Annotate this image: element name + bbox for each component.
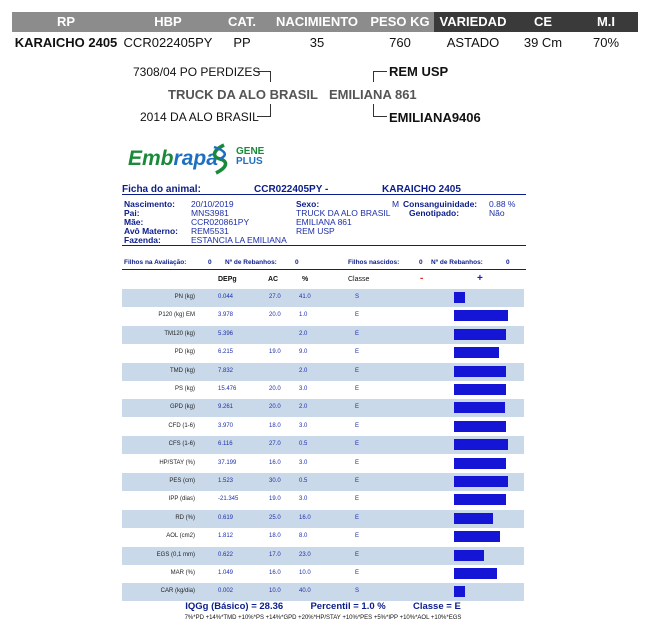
col-variedad: VARIEDAD <box>434 12 512 32</box>
sexo-value: M <box>392 199 400 209</box>
trait-row <box>122 547 524 565</box>
fazenda-label: Fazenda: <box>124 235 161 245</box>
pedigree-line <box>373 104 374 116</box>
trait-ac: 25.0 <box>269 514 281 521</box>
trait-percent: 1.0 <box>299 312 308 319</box>
pai-name: TRUCK DA ALO BRASIL <box>296 208 391 218</box>
value-ce: 39 Cm <box>523 35 563 50</box>
mae-label: Mãe: <box>124 217 144 227</box>
divider <box>122 245 526 246</box>
trait-bar <box>454 292 465 303</box>
trait-ac: 10.0 <box>269 588 281 595</box>
card-title-label: Ficha do animal: <box>122 184 201 195</box>
trait-row <box>122 418 524 436</box>
avo-value: REM5531 <box>191 226 229 236</box>
trait-bar <box>454 366 506 377</box>
filhos-nasc-label: Filhos nascidos: <box>348 259 400 266</box>
trait-row <box>122 510 524 528</box>
trait-bar <box>454 329 506 340</box>
trait-name: IPP (dias) <box>168 496 195 503</box>
trait-depg: -21.345 <box>218 496 239 503</box>
trait-depg: 0.044 <box>218 294 234 300</box>
trait-classe: E <box>355 367 360 374</box>
classe-value: Classe = E <box>412 601 461 612</box>
rebanhos2-value: 0 <box>506 259 510 266</box>
trait-depg: 15.476 <box>218 386 237 392</box>
value-nacimiento: 35 <box>309 35 325 50</box>
trait-bar <box>454 568 497 579</box>
trait-name: CAR (kg/dia) <box>160 588 195 595</box>
trait-ac: 20.0 <box>269 404 281 411</box>
trait-classe: E <box>355 349 360 356</box>
trait-classe: S <box>355 294 360 300</box>
trait-bar <box>454 458 506 469</box>
trait-classe: E <box>355 422 360 429</box>
sexo-label: Sexo: <box>296 199 320 209</box>
trait-bar <box>454 384 506 395</box>
col-pct: % <box>302 276 309 283</box>
trait-classe: E <box>355 441 360 448</box>
trait-row <box>122 583 524 601</box>
trait-bar <box>454 513 493 524</box>
trait-classe: S <box>355 588 360 595</box>
trait-depg: 7.832 <box>218 367 234 374</box>
value-variedad: ASTADO <box>446 35 500 50</box>
trait-classe: E <box>355 459 360 466</box>
trait-ac: 20.0 <box>269 386 281 392</box>
col-peso: PESO KG <box>366 12 434 32</box>
divider <box>122 269 526 270</box>
pedigree-line <box>373 71 374 82</box>
pedigree-sire-dam: 2014 DA ALO BRASIL <box>140 110 259 124</box>
col-hbp: HBP <box>120 12 216 32</box>
pai-value: MNS3981 <box>191 208 229 218</box>
trait-name: TM120 (kg) <box>164 330 195 337</box>
mae-name: EMILIANA 861 <box>296 217 352 227</box>
trait-percent: 23.0 <box>299 551 311 558</box>
col-ac: AC <box>268 276 279 283</box>
trait-percent: 3.0 <box>299 386 308 392</box>
trait-name: CFD (1-6) <box>168 422 195 429</box>
embrapa-geneplus-logo <box>128 143 278 177</box>
pedigree-line <box>257 116 271 117</box>
trait-depg: 1.049 <box>218 570 234 576</box>
pedigree-sire-sire: 7308/04 PO PERDIZES <box>133 65 261 79</box>
trait-row <box>122 565 524 583</box>
trait-depg: 0.622 <box>218 551 234 558</box>
pedigree-line <box>270 71 271 82</box>
trait-depg: 0.002 <box>218 588 234 595</box>
value-peso: 760 <box>389 35 411 50</box>
trait-name: GPD (kg) <box>169 404 195 411</box>
card-title <box>122 184 526 195</box>
trait-bar <box>454 586 465 597</box>
trait-row <box>122 491 524 509</box>
trait-percent: 2.0 <box>299 367 308 374</box>
trait-row <box>122 455 524 473</box>
embrapa-wordmark: Embrapa <box>128 147 218 170</box>
trait-classe: E <box>355 404 360 411</box>
trait-row <box>122 307 524 325</box>
pedigree-dam-sire: REM USP <box>389 64 449 79</box>
trait-percent: 16.0 <box>299 514 311 521</box>
filhos-aval-label: Filhos na Avaliação: <box>124 259 187 266</box>
trait-ac: 20.0 <box>269 312 281 319</box>
percentil-value: Percentil = 1.0 % <box>310 601 386 612</box>
trait-classe: E <box>355 570 360 576</box>
consang-value: 0.88 % <box>489 199 516 209</box>
pai-label: Pai: <box>124 208 140 218</box>
trait-name: MAR (%) <box>170 570 195 576</box>
trait-percent: 0.5 <box>299 441 308 448</box>
mae-value: CCR020861PY <box>191 217 250 227</box>
trait-ac: 30.0 <box>269 478 281 484</box>
col-rp: RP <box>12 12 120 32</box>
trait-ac: 17.0 <box>269 551 281 558</box>
trait-name: RD (%) <box>175 514 195 521</box>
trait-bar <box>454 531 500 542</box>
value-hbp: CCR022405PY <box>123 35 213 50</box>
trait-ac: 18.0 <box>269 533 281 540</box>
trait-row <box>122 363 524 381</box>
trait-bar <box>454 421 506 432</box>
trait-classe: E <box>355 496 360 503</box>
pedigree-line <box>373 71 387 72</box>
trait-percent: 41.0 <box>299 294 311 300</box>
trait-percent: 0.5 <box>299 478 308 484</box>
col-classe: Classe <box>348 276 370 283</box>
trait-classe: E <box>355 533 360 540</box>
trait-row <box>122 528 524 546</box>
genot-label: Genotipado: <box>409 208 460 218</box>
pedigree-line <box>373 116 387 117</box>
trait-bar <box>454 347 499 358</box>
trait-percent: 8.0 <box>299 533 308 540</box>
trait-percent: 10.0 <box>299 570 311 576</box>
trait-name: P120 (kg) EM <box>158 312 195 319</box>
trait-classe: E <box>355 514 360 521</box>
pedigree-dam-dam: EMILIANA9406 <box>389 110 481 125</box>
rebanhos2-label: Nº de Rebanhos: <box>431 259 483 266</box>
trait-name: EGS (0,1 mm) <box>156 551 195 558</box>
trait-depg: 37.199 <box>218 459 237 466</box>
trait-row <box>122 289 524 307</box>
nascimento-label: Nascimento: <box>124 199 176 209</box>
trait-name: PD (kg) <box>174 349 195 356</box>
geneplus-wordmark: GENE PLUS <box>236 146 265 167</box>
trait-name: PES (cm) <box>169 478 195 484</box>
header-row <box>12 12 638 32</box>
trait-name: HP/STAY (%) <box>159 459 195 466</box>
trait-name: TMD (kg) <box>170 367 195 374</box>
iqg-value: IQGg (Básico) = 28.36 <box>185 601 284 612</box>
trait-depg: 9.261 <box>218 404 234 411</box>
trait-row <box>122 344 524 362</box>
animal-card <box>122 184 526 195</box>
trait-percent: 40.0 <box>299 588 311 595</box>
trait-ac: 16.0 <box>269 570 281 576</box>
trait-percent: 3.0 <box>299 459 308 466</box>
genot-value: Não <box>489 208 505 218</box>
rebanhos1-value: 0 <box>295 259 299 266</box>
trait-bar <box>454 494 506 505</box>
trait-depg: 0.619 <box>218 514 234 521</box>
col-cat: CAT. <box>216 12 268 32</box>
consang-label: Consanguinidade: <box>403 199 478 209</box>
trait-bar <box>454 402 505 413</box>
trait-depg: 1.523 <box>218 478 234 484</box>
avo-label: Avô Materno: <box>124 226 178 236</box>
col-mi: M.I <box>574 12 638 32</box>
trait-ac: 27.0 <box>269 441 281 448</box>
trait-name: PS (kg) <box>174 386 195 392</box>
trait-name: PN (kg) <box>174 294 195 300</box>
filhos-aval-value: 0 <box>208 259 212 266</box>
trait-bar <box>454 310 508 321</box>
value-rp: KARAICHO 2405 <box>14 35 118 50</box>
filhos-nasc-value: 0 <box>419 259 423 266</box>
trait-row <box>122 473 524 491</box>
trait-depg: 5.396 <box>218 330 234 337</box>
trait-percent: 9.0 <box>299 349 308 356</box>
trait-name: CFS (1-6) <box>168 441 195 448</box>
pedigree-line <box>257 71 271 72</box>
trait-ac: 19.0 <box>269 496 281 503</box>
trait-depg: 6.215 <box>218 349 234 356</box>
trait-ac: 19.0 <box>269 349 281 356</box>
iqg-formula: 7%*PD +14%*TMD +10%*PS +14%*GPD +20%*HP/STAY +10%*PES +5%*IPP +10%*AOL +10%*EGS <box>184 615 462 621</box>
trait-row <box>122 436 524 454</box>
trait-percent: 2.0 <box>299 404 308 411</box>
trait-row <box>122 399 524 417</box>
trait-classe: E <box>355 386 360 392</box>
col-depg: DEPg <box>218 276 237 283</box>
trait-row <box>122 326 524 344</box>
trait-classe: E <box>355 330 360 337</box>
trait-depg: 6.116 <box>218 441 233 448</box>
trait-depg: 3.970 <box>218 422 234 429</box>
trait-bar <box>454 550 484 561</box>
pedigree-line <box>270 104 271 116</box>
trait-row <box>122 381 524 399</box>
dna-icon <box>208 143 232 175</box>
score-line <box>122 601 524 612</box>
fazenda-value: ESTANCIA LA EMILIANA <box>191 235 287 245</box>
value-cat: PP <box>233 35 251 50</box>
trait-bar <box>454 476 508 487</box>
card-title-id: CCR022405PY - <box>254 184 329 195</box>
pedigree-sire: TRUCK DA ALO BRASIL <box>168 87 318 102</box>
trait-percent: 3.0 <box>299 496 308 503</box>
value-mi: 70% <box>592 35 620 50</box>
col-nacimiento: NACIMIENTO <box>268 12 366 32</box>
avo-name: REM USP <box>296 226 335 236</box>
trait-percent: 3.0 <box>299 422 308 429</box>
rebanhos1-label: Nº de Rebanhos: <box>225 259 277 266</box>
col-plus: + <box>477 273 483 284</box>
trait-bar <box>454 439 508 450</box>
col-minus: - <box>420 273 424 284</box>
trait-percent: 2.0 <box>299 330 308 337</box>
trait-depg: 1.812 <box>218 533 234 540</box>
trait-classe: E <box>355 312 360 319</box>
trait-classe: E <box>355 478 360 484</box>
trait-classe: E <box>355 551 360 558</box>
trait-ac: 18.0 <box>269 422 281 429</box>
values-row <box>12 34 638 52</box>
pedigree-dam: EMILIANA 861 <box>329 87 417 102</box>
card-title-name: KARAICHO 2405 <box>382 184 461 195</box>
trait-ac: 16.0 <box>269 459 281 466</box>
col-ce: CE <box>512 12 574 32</box>
nascimento-value: 20/10/2019 <box>191 199 234 209</box>
trait-name: AOL (cm2) <box>166 533 195 540</box>
trait-depg: 3.978 <box>218 312 234 319</box>
trait-ac: 27.0 <box>269 294 281 300</box>
